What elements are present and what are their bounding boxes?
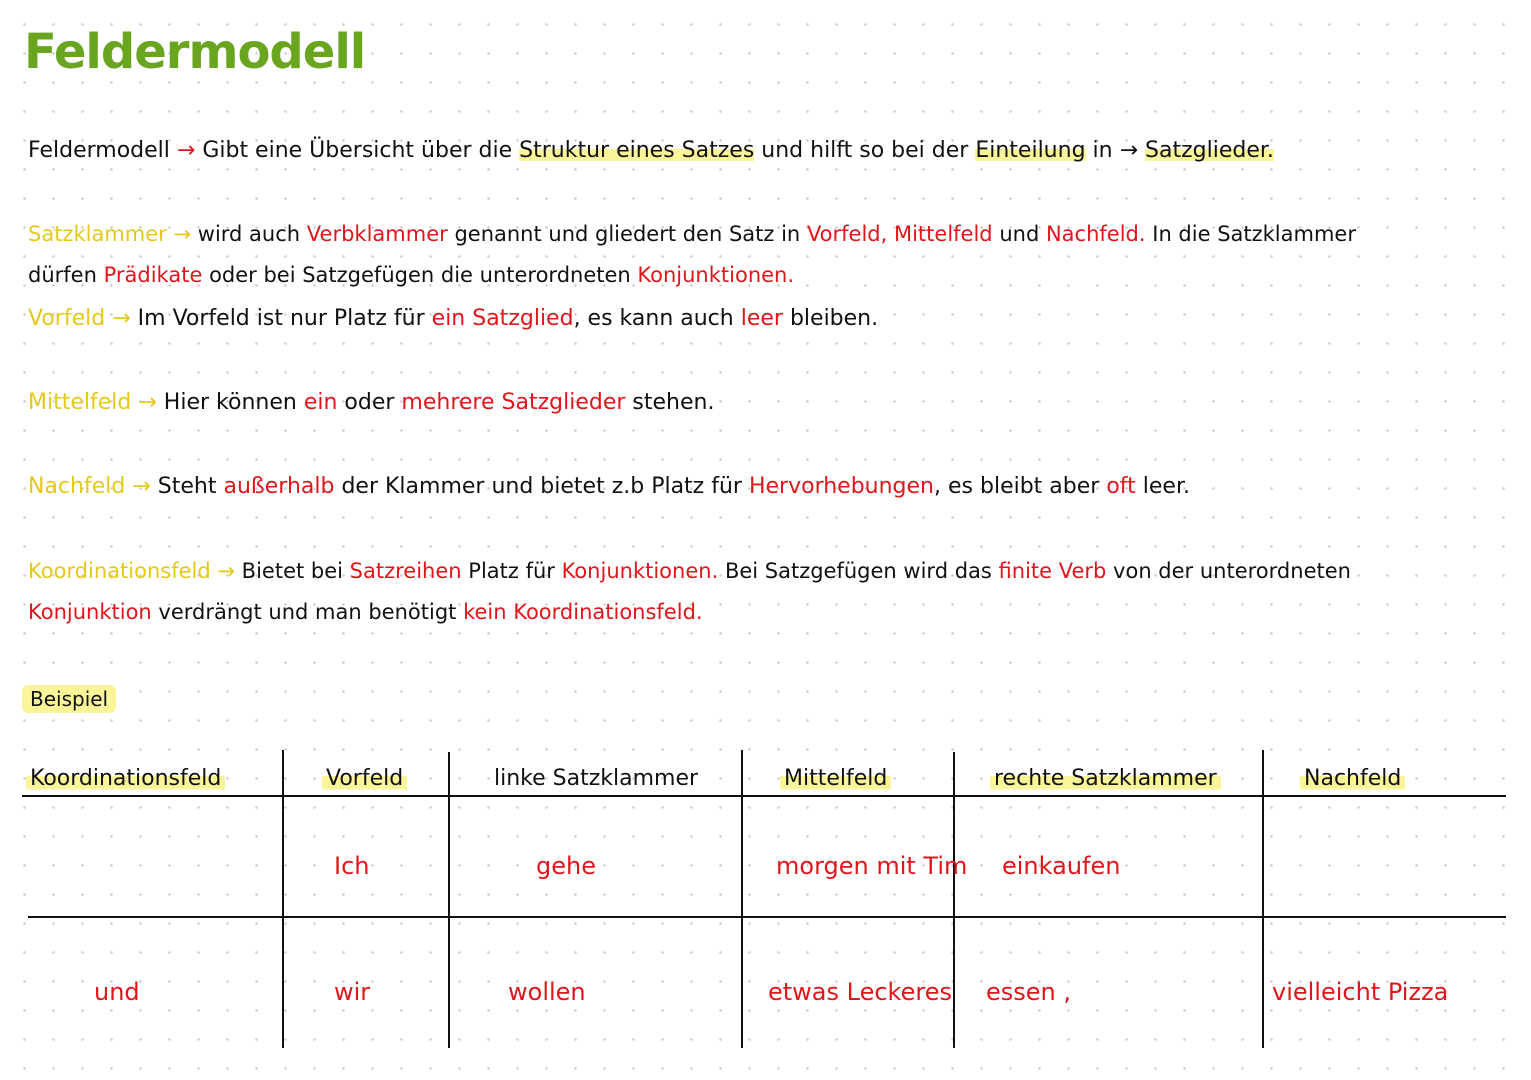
table-column-divider — [741, 750, 743, 1048]
highlight-einteilung: Einteilung — [975, 138, 1086, 163]
nachfeld-term: Nachfeld — [28, 474, 126, 499]
table-column-divider — [953, 752, 955, 1048]
table-header-nachfeld: Nachfeld — [1300, 766, 1405, 791]
table-cell: Ich — [334, 852, 370, 880]
satzklammer-line-2: dürfen Prädikate oder bei Satzgefügen die unterordneten Konjunktionen. — [28, 263, 795, 287]
table-header-rule — [22, 795, 1506, 797]
table-header-koordinationsfeld: Koordinationsfeld — [26, 766, 225, 791]
table-header-vorfeld: Vorfeld — [322, 766, 407, 791]
vorfeld-term: Vorfeld — [28, 306, 106, 331]
koordinationsfeld-line-1: Koordinationsfeld → Bietet bei Satzreihen Platz für Konjunktionen. Bei Satzgefügen wird das finite Verb von der unterordneten — [28, 559, 1351, 583]
table-cell: wollen — [508, 978, 586, 1006]
page-title: Feldermodell — [24, 24, 366, 80]
table-column-divider — [1262, 750, 1264, 1048]
highlight-satzglieder: Satzglieder. — [1145, 138, 1274, 163]
arrow-icon: → — [176, 138, 196, 163]
koordinationsfeld-term: Koordinationsfeld — [28, 559, 211, 583]
koordinationsfeld-line-2: Konjunktion verdrängt und man benötigt kein Koordinationsfeld. — [28, 600, 703, 624]
table-cell: essen , — [986, 978, 1072, 1006]
vorfeld-line: Vorfeld → Im Vorfeld ist nur Platz für ein Satzglied, es kann auch leer bleiben. — [28, 306, 879, 331]
table-header-mittelfeld: Mittelfeld — [780, 766, 891, 791]
arrow-icon: → — [1119, 138, 1139, 163]
table-cell: vielleicht Pizza — [1272, 978, 1449, 1006]
table-header-rechte-satzklammer: rechte Satzklammer — [990, 766, 1221, 791]
satzklammer-term: Satzklammer — [28, 222, 167, 246]
arrow-icon: → — [138, 390, 157, 415]
table-cell: und — [94, 978, 140, 1006]
arrow-icon: → — [217, 559, 235, 583]
example-label: Beispiel — [22, 685, 116, 713]
table-cell: etwas Leckeres — [768, 978, 952, 1006]
table-row-rule — [28, 916, 1506, 918]
highlight-struktur: Struktur eines Satzes — [519, 138, 755, 163]
table-header-linke-satzklammer: linke Satzklammer — [494, 766, 699, 791]
table-cell: einkaufen — [1002, 852, 1121, 880]
nachfeld-line: Nachfeld → Steht außerhalb der Klammer und bietet z.b Platz für Hervorhebungen, es bleibt aber oft leer. — [28, 474, 1190, 499]
mittelfeld-line: Mittelfeld → Hier können ein oder mehrere Satzglieder stehen. — [28, 390, 715, 415]
intro-line: Feldermodell → Gibt eine Übersicht über die Struktur eines Satzes und hilft so bei der Einteilung in → Satzglieder. — [28, 138, 1274, 163]
mittelfeld-term: Mittelfeld — [28, 390, 132, 415]
table-column-divider — [282, 750, 284, 1048]
table-cell: gehe — [536, 852, 596, 880]
arrow-icon: → — [173, 222, 192, 246]
table-cell: wir — [334, 978, 371, 1006]
arrow-icon: → — [112, 306, 131, 331]
arrow-icon: → — [132, 474, 151, 499]
intro-term: Feldermodell — [28, 138, 170, 163]
satzklammer-line-1: Satzklammer → wird auch Verbklammer genannt und gliedert den Satz in Vorfeld, Mittelfeld und Nachfeld. In die Satzklammer — [28, 222, 1356, 246]
table-column-divider — [448, 752, 450, 1048]
table-cell: morgen mit Tim — [776, 852, 968, 880]
